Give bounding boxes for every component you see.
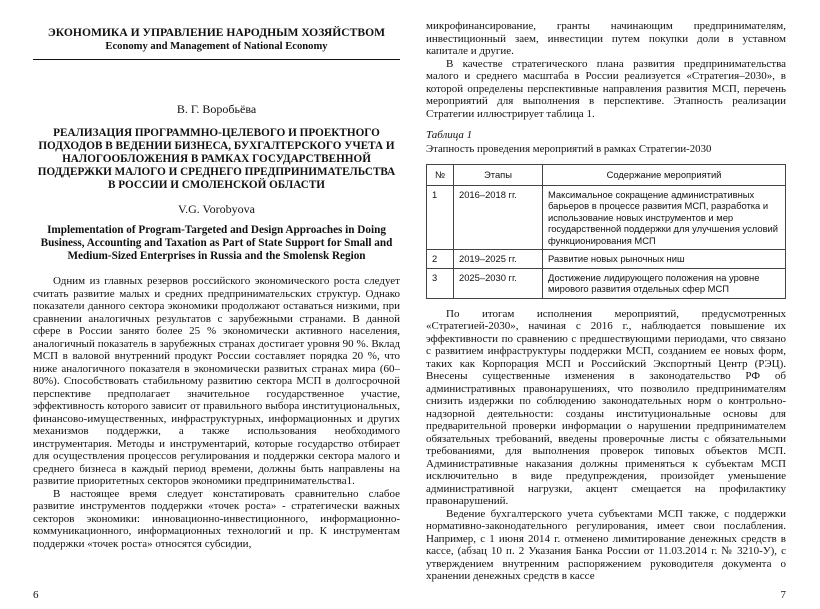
cell-num: 3 (427, 268, 454, 298)
cell-stage: 2025–2030 гг. (454, 268, 543, 298)
page-number: 7 (780, 589, 786, 601)
body-paragraph: По итогам исполнения мероприятий, предусмотренных «Стратегией-2030», начиная с 2016 г., наблюдается повышение их эффективности по сравнению с предшествующими периодами, что связано с развитием инфраструктуры поддержки МСП, созданием ее новых форм, таких как Корпорация МСП и Российский Экспортный Центр (РЭЦ). Внесены существенные изменения в законодательство РФ об административных правонарушениях, что позволило предпринимателям снизить издержки по соблюдению законодательных норм о контрольно-надзорной деятельности: созданы институциональные основы для предварительной проверки информации о нарушении предпринимателем обязательных требований, введены проверочные листы с обязательными требованиями, для выполнения проверок типовых объектов МСП. Административные наказания должны применяться к субъектам МСП исключительно в виде предупреждения, произойдет уменьшение административной нагрузки, акцент смещается на профилактику правонарушений. (426, 307, 786, 507)
stages-table (426, 164, 786, 299)
header-num: № (427, 165, 454, 186)
table-row (427, 268, 786, 298)
cell-num: 1 (427, 185, 454, 250)
body-paragraph: В настоящее время следует констатировать сравнительно слабое развитие инструментов поддержки «точек роста» - стратегически важных секторов экономики: инновационно-инвестиционного, информационно-коммуникационного, информационных технологий и пр. К инструментам поддержки «точек роста» относятся субсидии, (33, 487, 400, 550)
header-stage: Этапы (454, 165, 543, 186)
table-header-row (427, 165, 786, 186)
header-content: Содержание мероприятий (543, 165, 786, 186)
cell-content: Достижение лидирующего положения на уровне мирового развития отдельных сфер МСП (543, 268, 786, 298)
journal-title: ЭКОНОМИКА И УПРАВЛЕНИЕ НАРОДНЫМ ХОЗЯЙСТВОМ (47, 26, 386, 39)
author-en: V.G. Vorobyova (177, 202, 255, 216)
cell-stage: 2019–2025 гг. (454, 250, 543, 269)
journal-subtitle: Economy and Management of National Economy (105, 41, 328, 52)
article-title-en: Implementation of Program-Targeted and Design Approaches in Doing Business, Accounting and Taxation as Part of State Support for Small and Medium-Sized Enterprises in Russia and the Smolensk Region (40, 224, 393, 262)
cell-content: Развитие новых рыночных ниш (543, 250, 786, 269)
author-ru: В. Г. Воробьёва (176, 102, 257, 116)
body-paragraph: Ведение бухгалтерского учета субъектами МСП также, с поддержки нормативно-законодательного регулирования, имеет свои послабления. Например, с 1 июня 2014 г. отменено лимитирование денежных средств в кассе, (абзац 10 п. 2 Указания Банка России от 11.03.2014 г. № 3210-У), с утверждением внутренним распоряжением руководителя документа о хранении денежных средств в кассе (426, 507, 786, 582)
cell-content: Максимальное сокращение административных барьеров в процессе развития МСП, разработка и использование новых инструментов и мер государственной поддержки для улучшения условий функционирования МСП (543, 185, 786, 250)
cell-stage: 2016–2018 гг. (454, 185, 543, 250)
body-paragraph: В качестве стратегического плана развития предпринимательства малого и среднего масштаба в России реализуется «Стратегия–2030», в которой определены перспективные направления развития МСП, перечень мероприятий для выполнения в перспективе. Этапность реализации Стратегии иллюстрирует таблица 1. (426, 57, 786, 120)
table-row (427, 250, 786, 269)
table-row (427, 185, 786, 250)
table-title: Этапность проведения мероприятий в рамках Стратегии-2030 (426, 143, 712, 155)
body-paragraph: Одним из главных резервов российского экономического роста следует считать развитие малых и средних предпринимательских структур. Однако показатели данного сектора экономики продолжают оставаться низкими, при сравнении аналогичных результатов с зарубежными странами. В данной сфере в России занято более 25 % экономически активного населения, аналогичный показатель в зарубежных странах достигает уровня 90 %. Вклад МСП в валовой внутренний продукт России составляет порядка 20 %, что ниже аналогичного показателя в экономически развитых странах мира (60–80%). Способствовать стабильному развитию сектора МСП в долгосрочной перспективе предполагает значительное государственное участие, эффективность которого зависит от правильного выбора институциональных, финансово-имущественных, инфраструктурных, информационных и других механизмов поддержки, а также использования необходимого инструментария. Методы и инструментарий, которые государство отбирает для осуществления процессов регулирования и поддержки сектора малого и среднего бизнеса в каждый период времени, должны быть направлены на развитие приоритетных секторов экономики предпринимательства1. (33, 275, 400, 487)
article-title-ru: РЕАЛИЗАЦИЯ ПРОГРАММНО-ЦЕЛЕВОГО И ПРОЕКТНОГО ПОДХОДОВ В ВЕДЕНИИ БИЗНЕСА, БУХГАЛТЕРСКОГО УЧЕТА И НАЛОГООБЛОЖЕНИЯ В РАМКАХ ГОСУДАРСТВЕННОЙ ПОДДЕРЖКИ МАЛОГО И СРЕДНЕГО ПРЕДПРИНИМАТЕЛЬСТВА В РОССИИ И СМОЛЕНСКОЙ ОБЛАСТИ (37, 127, 396, 191)
right-page (410, 0, 820, 609)
page-number: 6 (33, 589, 39, 601)
cell-num: 2 (427, 250, 454, 269)
body-paragraph: микрофинансирование, гранты начинающим предпринимателям, инвестиционный заем, инвестиции путем покупки доли в уставном капитале и другие. (426, 20, 786, 57)
header-rule (33, 59, 400, 60)
table-caption: Таблица 1 (426, 129, 473, 141)
